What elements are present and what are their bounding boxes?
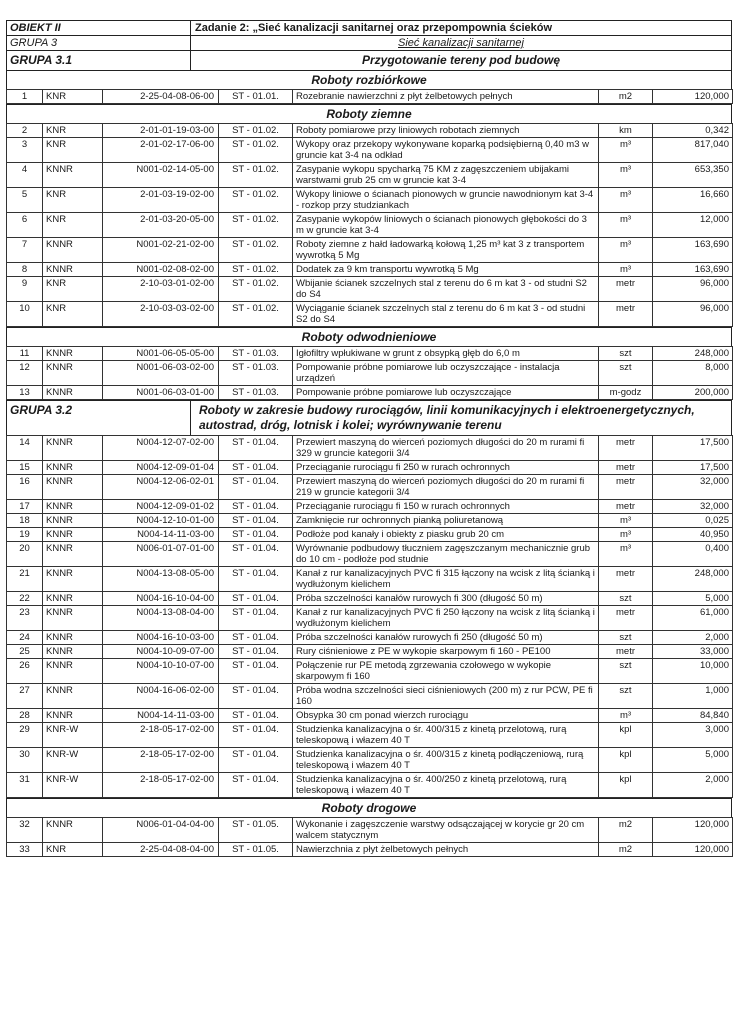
table-row	[7, 500, 733, 514]
table-row	[7, 659, 733, 684]
row-unit: m³	[599, 188, 653, 213]
row-unit: metr	[599, 302, 653, 327]
row-number: 11	[7, 347, 43, 361]
row-code: N004-16-10-03-00	[103, 631, 219, 645]
table-odwodnieniowe	[6, 346, 733, 400]
row-spec: ST - 01.02.	[219, 188, 293, 213]
row-description: Igłofiltry wpłukiwane w grunt z obsypką głęb do 6,0 m	[293, 347, 599, 361]
row-base: KNNR	[43, 684, 103, 709]
row-quantity: 2,000	[653, 631, 733, 645]
row-quantity: 0,400	[653, 542, 733, 567]
row-code: 2-01-02-17-06-00	[103, 138, 219, 163]
table-row	[7, 263, 733, 277]
row-code: 2-01-01-19-03-00	[103, 124, 219, 138]
row-base: KNNR	[43, 386, 103, 400]
table-row	[7, 748, 733, 773]
table-row	[7, 138, 733, 163]
row-number: 30	[7, 748, 43, 773]
row-description: Przeciąganie rurociągu fi 250 w rurach ochronnych	[293, 461, 599, 475]
table-ziemne	[6, 123, 733, 327]
row-code: N004-12-09-01-04	[103, 461, 219, 475]
row-quantity: 32,000	[653, 500, 733, 514]
row-code: 2-10-03-01-02-00	[103, 277, 219, 302]
section-odwodnieniowe: Roboty odwodnieniowe	[6, 327, 732, 346]
row-base: KNR	[43, 188, 103, 213]
row-description: Kanał z rur kanalizacyjnych PVC fi 315 łączony na wcisk z litą ścianką i wydłużonym kielichem	[293, 567, 599, 592]
row-description: Studzienka kanalizacyjna o śr. 400/250 z kinetą przelotową, rurą teleskopową i włazem 40 T	[293, 773, 599, 798]
row-description: Obsypka 30 cm ponad wierzch rurociągu	[293, 709, 599, 723]
row-description: Podłoże pod kanały i obiekty z piasku grub 20 cm	[293, 528, 599, 542]
row-code: 2-25-04-08-06-00	[103, 90, 219, 104]
row-base: KNNR	[43, 631, 103, 645]
row-quantity: 1,000	[653, 684, 733, 709]
row-code: N004-14-11-03-00	[103, 709, 219, 723]
row-code: N006-01-04-04-00	[103, 818, 219, 843]
row-quantity: 84,840	[653, 709, 733, 723]
row-quantity: 163,690	[653, 263, 733, 277]
row-spec: ST - 01.04.	[219, 461, 293, 475]
row-number: 1	[7, 90, 43, 104]
row-quantity: 120,000	[653, 90, 733, 104]
row-unit: metr	[599, 277, 653, 302]
row-number: 7	[7, 238, 43, 263]
row-description: Kanał z rur kanalizacyjnych PVC fi 250 łączony na wcisk z litą ścianką i wydłużonym kielichem	[293, 606, 599, 631]
row-description: Wbijanie ścianek szczelnych stal z terenu do 6 m kat 3 - od studni S2 do S4	[293, 277, 599, 302]
row-base: KNR-W	[43, 773, 103, 798]
row-quantity: 3,000	[653, 723, 733, 748]
header-row-1	[6, 20, 732, 35]
row-unit: m³	[599, 213, 653, 238]
row-quantity: 33,000	[653, 645, 733, 659]
row-number: 12	[7, 361, 43, 386]
row-code: N004-12-09-01-02	[103, 500, 219, 514]
row-description: Wykonanie i zagęszczenie warstwy odsączającej w korycie gr 20 cm walcem statycznym	[293, 818, 599, 843]
row-quantity: 96,000	[653, 277, 733, 302]
row-base: KNR-W	[43, 748, 103, 773]
row-code: N004-16-06-02-00	[103, 684, 219, 709]
row-description: Studzienka kanalizacyjna o śr. 400/315 z kinetą przelotową, rurą teleskopową i włazem 40 T	[293, 723, 599, 748]
row-description: Zamknięcie rur ochronnych pianką poliuretanową	[293, 514, 599, 528]
row-description: Połączenie rur PE metodą zgrzewania czołowego w wykopie skarpowym fi 160	[293, 659, 599, 684]
table-row	[7, 386, 733, 400]
row-code: N004-12-07-02-00	[103, 436, 219, 461]
row-base: KNNR	[43, 347, 103, 361]
row-base: KNNR	[43, 163, 103, 188]
row-base: KNNR	[43, 436, 103, 461]
row-number: 22	[7, 592, 43, 606]
table-row	[7, 606, 733, 631]
row-base: KNR	[43, 302, 103, 327]
row-code: 2-18-05-17-02-00	[103, 748, 219, 773]
row-quantity: 5,000	[653, 748, 733, 773]
row-unit: kpl	[599, 748, 653, 773]
row-base: KNNR	[43, 542, 103, 567]
row-spec: ST - 01.04.	[219, 645, 293, 659]
row-number: 3	[7, 138, 43, 163]
row-spec: ST - 01.04.	[219, 748, 293, 773]
table-row	[7, 277, 733, 302]
row-code: 2-18-05-17-02-00	[103, 723, 219, 748]
row-number: 31	[7, 773, 43, 798]
table-row	[7, 631, 733, 645]
row-unit: szt	[599, 347, 653, 361]
row-unit: metr	[599, 436, 653, 461]
row-spec: ST - 01.02.	[219, 238, 293, 263]
row-description: Wykopy liniowe o ścianach pionowych w gruncie nawodnionym kat 3-4 - rozkop przy studziankach	[293, 188, 599, 213]
row-quantity: 32,000	[653, 475, 733, 500]
row-base: KNNR	[43, 528, 103, 542]
zadanie-title: Zadanie 2: „Sieć kanalizacji sanitarnej oraz przepompownia ścieków	[195, 22, 553, 34]
table-row	[7, 302, 733, 327]
row-code: N006-01-07-01-00	[103, 542, 219, 567]
table-row	[7, 347, 733, 361]
row-unit: m2	[599, 818, 653, 843]
row-base: KNNR	[43, 606, 103, 631]
row-spec: ST - 01.02.	[219, 124, 293, 138]
row-spec: ST - 01.02.	[219, 263, 293, 277]
row-base: KNNR	[43, 567, 103, 592]
row-base: KNNR	[43, 645, 103, 659]
row-base: KNNR	[43, 818, 103, 843]
row-base: KNNR	[43, 500, 103, 514]
section-ziemne: Roboty ziemne	[6, 104, 732, 123]
row-number: 18	[7, 514, 43, 528]
row-unit: metr	[599, 606, 653, 631]
table-row	[7, 684, 733, 709]
row-spec: ST - 01.04.	[219, 567, 293, 592]
row-base: KNR	[43, 843, 103, 857]
row-number: 33	[7, 843, 43, 857]
row-spec: ST - 01.01.	[219, 90, 293, 104]
row-description: Rury ciśnieniowe z PE w wykopie skarpowym fi 160 - PE100	[293, 645, 599, 659]
table-row	[7, 723, 733, 748]
row-spec: ST - 01.05.	[219, 843, 293, 857]
table-drogowe	[6, 817, 733, 857]
row-base: KNNR	[43, 461, 103, 475]
row-base: KNNR	[43, 592, 103, 606]
table-row	[7, 461, 733, 475]
row-spec: ST - 01.04.	[219, 709, 293, 723]
row-number: 16	[7, 475, 43, 500]
grupa-label: GRUPA 3	[7, 36, 191, 50]
row-unit: szt	[599, 592, 653, 606]
row-code: 2-18-05-17-02-00	[103, 773, 219, 798]
table-row	[7, 514, 733, 528]
row-spec: ST - 01.03.	[219, 361, 293, 386]
row-spec: ST - 01.02.	[219, 302, 293, 327]
row-spec: ST - 01.02.	[219, 277, 293, 302]
group-3-1-label: GRUPA 3.1	[7, 51, 191, 70]
row-number: 23	[7, 606, 43, 631]
row-spec: ST - 01.05.	[219, 818, 293, 843]
row-quantity: 653,350	[653, 163, 733, 188]
row-base: KNNR	[43, 238, 103, 263]
row-quantity: 163,690	[653, 238, 733, 263]
row-code: N004-16-10-04-00	[103, 592, 219, 606]
row-spec: ST - 01.04.	[219, 773, 293, 798]
row-number: 2	[7, 124, 43, 138]
table-row	[7, 475, 733, 500]
row-spec: ST - 01.04.	[219, 606, 293, 631]
row-base: KNR	[43, 90, 103, 104]
obiekt-label: OBIEKT II	[7, 21, 191, 35]
row-unit: m³	[599, 709, 653, 723]
row-spec: ST - 01.04.	[219, 542, 293, 567]
row-spec: ST - 01.04.	[219, 684, 293, 709]
row-spec: ST - 01.04.	[219, 659, 293, 684]
group-3-1-title: Przygotowanie tereny pod budowę	[361, 53, 561, 67]
row-description: Pompowanie próbne pomiarowe lub oczyszczające - instalacja urządzeń	[293, 361, 599, 386]
row-code: N004-13-08-04-00	[103, 606, 219, 631]
row-base: KNNR	[43, 659, 103, 684]
row-code: 2-10-03-03-02-00	[103, 302, 219, 327]
row-number: 13	[7, 386, 43, 400]
row-base: KNNR	[43, 709, 103, 723]
row-number: 9	[7, 277, 43, 302]
row-description: Pompowanie próbne pomiarowe lub oczyszczające	[293, 386, 599, 400]
row-spec: ST - 01.04.	[219, 436, 293, 461]
row-code: N001-02-08-02-00	[103, 263, 219, 277]
row-base: KNR	[43, 213, 103, 238]
row-number: 27	[7, 684, 43, 709]
row-number: 4	[7, 163, 43, 188]
row-spec: ST - 01.03.	[219, 347, 293, 361]
row-number: 15	[7, 461, 43, 475]
siec-subtitle-text: Sieć kanalizacji sanitarnej	[398, 37, 524, 49]
row-unit: m³	[599, 528, 653, 542]
row-unit: metr	[599, 567, 653, 592]
row-unit: szt	[599, 659, 653, 684]
row-unit: szt	[599, 684, 653, 709]
row-description: Zasypanie wykopu spycharką 75 KM z zagęszczeniem ubijakami warstwami grub 25 cm w gruncie kat 3-4	[293, 163, 599, 188]
row-unit: metr	[599, 645, 653, 659]
row-spec: ST - 01.04.	[219, 500, 293, 514]
table-rozbiorkowe	[6, 89, 733, 104]
row-quantity: 120,000	[653, 818, 733, 843]
row-code: N004-14-11-03-00	[103, 528, 219, 542]
row-description: Roboty ziemne z hałd ładowarką kołową 1,25 m³ kat 3 z transportem wywrotką 5 Mg	[293, 238, 599, 263]
table-row	[7, 709, 733, 723]
row-unit: szt	[599, 631, 653, 645]
row-description: Rozebranie nawierzchni z płyt żelbetowych pełnych	[293, 90, 599, 104]
row-quantity: 8,000	[653, 361, 733, 386]
row-code: N004-10-09-07-00	[103, 645, 219, 659]
table-row	[7, 567, 733, 592]
group-3-1-row	[6, 50, 732, 70]
row-base: KNR	[43, 124, 103, 138]
row-spec: ST - 01.02.	[219, 213, 293, 238]
row-base: KNR	[43, 138, 103, 163]
row-number: 8	[7, 263, 43, 277]
row-base: KNNR	[43, 263, 103, 277]
row-code: N001-06-05-05-00	[103, 347, 219, 361]
table-row	[7, 163, 733, 188]
row-quantity: 10,000	[653, 659, 733, 684]
row-unit: metr	[599, 475, 653, 500]
table-row	[7, 238, 733, 263]
row-quantity: 120,000	[653, 843, 733, 857]
section-drogowe: Roboty drogowe	[6, 798, 732, 817]
table-row	[7, 213, 733, 238]
table-row	[7, 124, 733, 138]
row-number: 6	[7, 213, 43, 238]
group-3-2-title: Roboty w zakresie budowy rurociągów, linii komunikacyjnych i elektroenergetycznych, autostrad, dróg, lotnisk i kolei; wyrównywanie terenu	[199, 403, 695, 432]
row-code: 2-01-03-20-05-00	[103, 213, 219, 238]
document-page	[6, 20, 732, 857]
table-row	[7, 528, 733, 542]
row-unit: m³	[599, 238, 653, 263]
row-number: 28	[7, 709, 43, 723]
row-quantity: 2,000	[653, 773, 733, 798]
row-quantity: 5,000	[653, 592, 733, 606]
row-quantity: 0,025	[653, 514, 733, 528]
table-row	[7, 542, 733, 567]
row-number: 26	[7, 659, 43, 684]
row-number: 19	[7, 528, 43, 542]
row-spec: ST - 01.04.	[219, 631, 293, 645]
row-unit: metr	[599, 461, 653, 475]
row-description: Przewiert maszyną do wierceń poziomych długości do 20 m rurami fi 219 w gruncie kategorii 3/4	[293, 475, 599, 500]
group-3-2-row	[6, 400, 732, 435]
row-number: 32	[7, 818, 43, 843]
row-unit: m2	[599, 843, 653, 857]
row-number: 25	[7, 645, 43, 659]
row-number: 5	[7, 188, 43, 213]
row-code: N004-10-10-07-00	[103, 659, 219, 684]
row-quantity: 40,950	[653, 528, 733, 542]
row-description: Zasypanie wykopów liniowych o ścianach pionowych głębokości do 3 m w gruncie kat 3-4	[293, 213, 599, 238]
row-number: 14	[7, 436, 43, 461]
row-quantity: 61,000	[653, 606, 733, 631]
row-spec: ST - 01.02.	[219, 163, 293, 188]
table-row	[7, 361, 733, 386]
row-quantity: 96,000	[653, 302, 733, 327]
row-unit: szt	[599, 361, 653, 386]
row-unit: m³	[599, 138, 653, 163]
row-unit: m³	[599, 542, 653, 567]
row-code: N001-06-03-02-00	[103, 361, 219, 386]
table-row	[7, 90, 733, 104]
table-row	[7, 773, 733, 798]
row-spec: ST - 01.02.	[219, 138, 293, 163]
row-description: Wykopy oraz przekopy wykonywane koparką podsiębierną 0,40 m3 w gruncie kat 3-4 na odkład	[293, 138, 599, 163]
header-row-2	[6, 35, 732, 50]
row-spec: ST - 01.04.	[219, 528, 293, 542]
table-row	[7, 843, 733, 857]
row-number: 21	[7, 567, 43, 592]
row-unit: metr	[599, 500, 653, 514]
section-rozbiorkowe: Roboty rozbiórkowe	[6, 70, 732, 89]
row-code: N004-13-08-05-00	[103, 567, 219, 592]
row-code: N001-02-21-02-00	[103, 238, 219, 263]
row-description: Studzienka kanalizacyjna o śr. 400/315 z kinetą podłączeniową, rurą teleskopową i włazem 40 T	[293, 748, 599, 773]
row-unit: kpl	[599, 773, 653, 798]
row-quantity: 248,000	[653, 567, 733, 592]
row-description: Przeciąganie rurociągu fi 150 w rurach ochronnych	[293, 500, 599, 514]
siec-subtitle	[191, 36, 731, 50]
row-code: N004-12-10-01-00	[103, 514, 219, 528]
row-quantity: 0,342	[653, 124, 733, 138]
row-quantity: 817,040	[653, 138, 733, 163]
row-description: Przewiert maszyną do wierceń poziomych długości do 20 m rurami fi 329 w gruncie kategorii 3/4	[293, 436, 599, 461]
row-base: KNNR	[43, 475, 103, 500]
row-description: Próba szczelności kanałów rurowych fi 250 (długość 50 m)	[293, 631, 599, 645]
row-unit: m-godz	[599, 386, 653, 400]
row-spec: ST - 01.04.	[219, 723, 293, 748]
row-code: 2-25-04-08-04-00	[103, 843, 219, 857]
row-quantity: 17,500	[653, 436, 733, 461]
row-base: KNNR	[43, 361, 103, 386]
group-3-2-label: GRUPA 3.2	[7, 401, 191, 435]
row-unit: m³	[599, 514, 653, 528]
row-code: N001-02-14-05-00	[103, 163, 219, 188]
row-quantity: 200,000	[653, 386, 733, 400]
row-description: Próba wodna szczelności sieci ciśnieniowych (200 m) z rur PCW, PE fi 160	[293, 684, 599, 709]
row-spec: ST - 01.04.	[219, 514, 293, 528]
row-base: KNNR	[43, 514, 103, 528]
row-unit: m2	[599, 90, 653, 104]
row-description: Dodatek za 9 km transportu wywrotką 5 Mg	[293, 263, 599, 277]
row-unit: m³	[599, 263, 653, 277]
row-description: Roboty pomiarowe przy liniowych robotach ziemnych	[293, 124, 599, 138]
row-unit: km	[599, 124, 653, 138]
row-number: 20	[7, 542, 43, 567]
row-description: Wyrównanie podbudowy tłuczniem zagęszczanym mechanicznie grub do 10 cm - podłoże pod studnie	[293, 542, 599, 567]
table-row	[7, 645, 733, 659]
row-quantity: 17,500	[653, 461, 733, 475]
row-base: KNR-W	[43, 723, 103, 748]
row-code: 2-01-03-19-02-00	[103, 188, 219, 213]
row-number: 29	[7, 723, 43, 748]
table-row	[7, 188, 733, 213]
row-unit: kpl	[599, 723, 653, 748]
row-unit: m³	[599, 163, 653, 188]
row-spec: ST - 01.04.	[219, 592, 293, 606]
table-row	[7, 436, 733, 461]
row-number: 17	[7, 500, 43, 514]
row-quantity: 248,000	[653, 347, 733, 361]
row-code: N004-12-06-02-01	[103, 475, 219, 500]
row-number: 10	[7, 302, 43, 327]
row-spec: ST - 01.03.	[219, 386, 293, 400]
row-description: Nawierzchnia z płyt żelbetowych pełnych	[293, 843, 599, 857]
row-description: Próba szczelności kanałów rurowych fi 300 (długość 50 m)	[293, 592, 599, 606]
row-code: N001-06-03-01-00	[103, 386, 219, 400]
table-row	[7, 818, 733, 843]
row-base: KNR	[43, 277, 103, 302]
row-quantity: 12,000	[653, 213, 733, 238]
table-row	[7, 592, 733, 606]
table-rurociagi	[6, 435, 733, 798]
row-quantity: 16,660	[653, 188, 733, 213]
row-spec: ST - 01.04.	[219, 475, 293, 500]
row-description: Wyciąganie ścianek szczelnych stal z terenu do 6 m kat 3 - od studni S2 do S4	[293, 302, 599, 327]
row-number: 24	[7, 631, 43, 645]
